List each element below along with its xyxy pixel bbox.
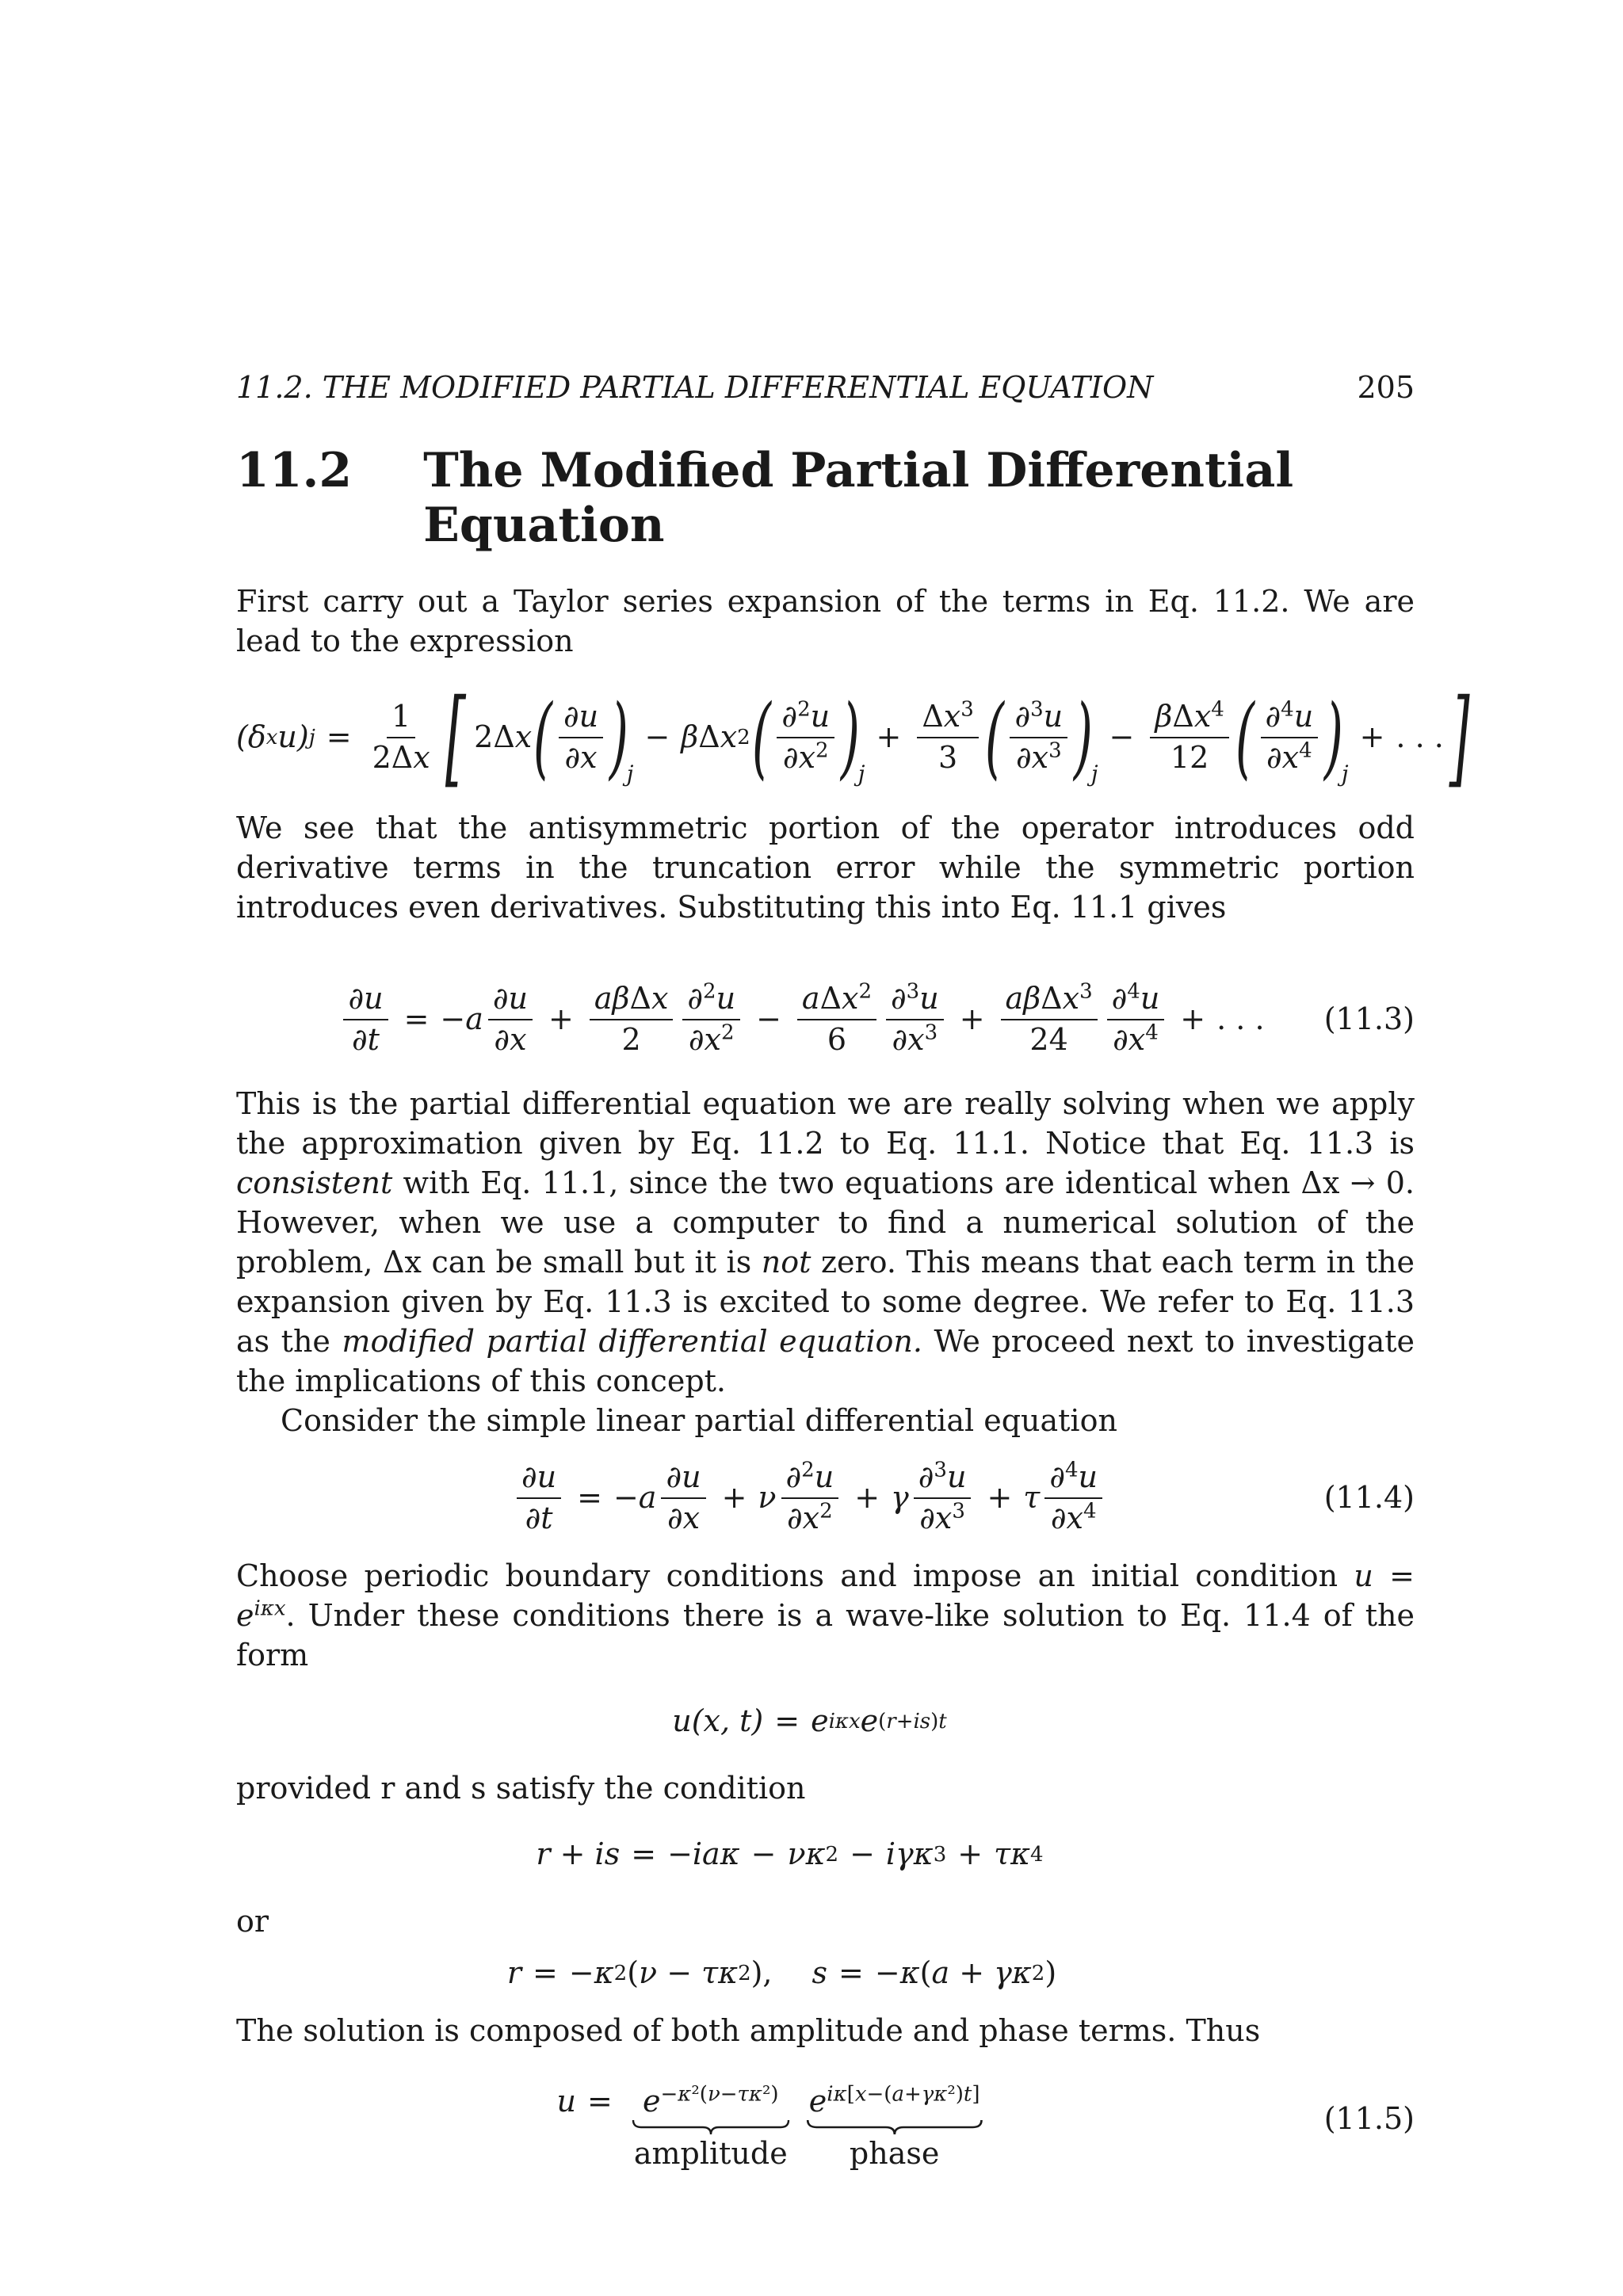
equation-r-and-s: r = −κ 2 ( ν − τκ 2 ), s = −κ ( a + γκ 2 )	[506, 1955, 1057, 1991]
running-header	[236, 370, 1415, 405]
section-title: The Modified Partial Differential Equation	[423, 443, 1294, 553]
page	[236, 370, 1470, 2171]
paragraph-provided: provided r and s satisfy the condition	[236, 1771, 806, 1806]
equation-11-3: $\frac{\partial u}{\partial t}$ = −a $\frac{\partial u}{\partial x}$ + $\frac{\text{aβΔx}}{2}$ $\frac{\partial^2u}{\partial x^2}$ − $\frac{a\Delta x^2}{6}$ $\frac{\partial^3u}{\partial x^3}$ + $\frac{a\beta\Delta x^3}{24}$ $\frac{\partial^4u}{\partial x^4}$ + . . . (11.3)	[236, 976, 1415, 1063]
section-heading	[236, 444, 1415, 553]
paragraph-periodic: Choose periodic boundary conditions and impose an initial condition $u = e^{i\kappa x}$. Under these conditions there is a wave-like solution to Eq. 11.4 of the form	[236, 1558, 1415, 1672]
section-number: 11.2	[236, 443, 353, 498]
paragraph-taylor-intro: First carry out a Taylor series expansion of the terms in Eq. 11.2. We are lead to the expression	[236, 584, 1415, 658]
phase-term: $e^{i\kappa[x-(a+\gamma\kappa^2)t]}$ phase	[806, 2074, 983, 2171]
paragraph-consider: Consider the simple linear partial differential equation	[281, 1403, 1117, 1438]
phase-underbrace	[806, 2119, 983, 2136]
equation-taylor-expansion: ( δ x u ) j = $\frac{1}{2\Delta x}$ [ 2Δ x ( $\frac{\partial u}{\partial x}$ ) j − β Δ x 2 ( $\frac{\partial^2u}{\partial x^2}$ ) j + $\frac{\Delta x^3}{3}$ ( $\frac{\partial^3u}{\partial x^3}$ ) j − $\frac{\beta\Delta x^4}{12}$ ( $\frac{\partial^4u}{\partial x^4}$ ) j + . . . ]	[236, 677, 1470, 799]
equation-r-plus-is: r + is = −iaκ − νκ 2 − iγκ 3 + τκ 4	[536, 1836, 1044, 1872]
amplitude-term: $e^{-\kappa^2(\nu-\tau\kappa^2)}$ amplitude	[632, 2074, 790, 2171]
phase-label: phase	[849, 2135, 940, 2171]
paragraph-antisymmetric: We see that the antisymmetric portion of the operator introduces odd derivative terms in the truncation error while the symmetric portion introduces even derivatives. Substituting this into Eq. 11.1 gives	[236, 810, 1415, 925]
running-title: 11.2. THE MODIFIED PARTIAL DIFFERENTIAL EQUATION	[236, 370, 1154, 405]
paragraph-amplitude-phase: The solution is composed of both amplitude and phase terms. Thus	[236, 2013, 1261, 2048]
equation-11-4: $\frac{\partial u}{\partial t}$ = −a $\frac{\partial u}{\partial x}$ + ν $\frac{\partial^2u}{\partial x^2}$ + γ $\frac{\partial^3u}{\partial x^3}$ + τ $\frac{\partial^4u}{\partial x^4}$ (11.4)	[236, 1455, 1415, 1542]
equation-number-11-3: (11.3)	[1323, 1001, 1415, 1037]
page-number: 205	[1357, 370, 1415, 405]
amplitude-underbrace	[632, 2119, 790, 2136]
equation-wave-solution: u(x, t) = e iκx e (r+is)t	[672, 1703, 947, 1739]
paragraph-modified-pde: This is the partial differential equation we are really solving when we apply the approximation given by Eq. 11.2 to Eq. 11.1. Notice that Eq. 11.3 is consistent with Eq. 11.1, since the two equations are identical when Δx → 0. However, when we use a computer to find a numerical solution of the problem, Δx can be small but it is not zero. This means that each term in the expansion given by Eq. 11.3 is excited to some degree. We refer to Eq. 11.3 as the modified partial differential equation. We proceed next to investigate the implications of this concept.	[236, 1086, 1415, 1398]
amplitude-label: amplitude	[633, 2135, 788, 2171]
equation-number-11-4: (11.4)	[1323, 1480, 1415, 1516]
equation-11-5: u = $e^{-\kappa^2(\nu-\tau\kappa^2)}$ amplitude $e^{i\kappa[x-(a+\gamma\kappa^2)t]}$ phase (11.5)	[236, 2074, 1415, 2169]
paragraph-or: or	[236, 1904, 269, 1939]
equation-number-11-5: (11.5)	[1323, 2101, 1415, 2136]
